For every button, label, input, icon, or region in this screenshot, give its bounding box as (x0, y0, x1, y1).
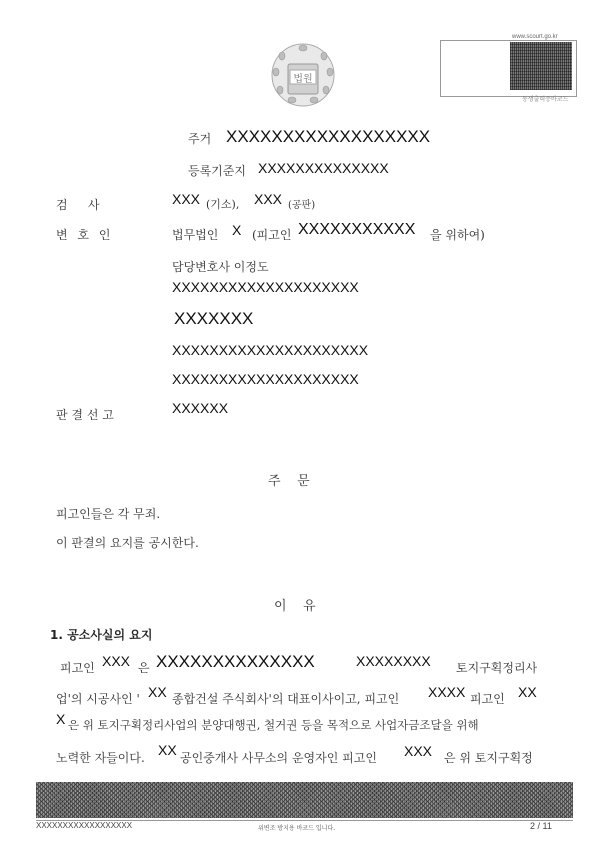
registry-label: 등록기준지 (188, 164, 246, 178)
section-1-title: 1. 공소사실의 요지 (50, 628, 153, 642)
court-url: www.scourt.go.kr (512, 34, 558, 40)
counsel-line-4: XXXXXXXXXXXXXXXXXXXX (172, 371, 359, 387)
counsel-lawyer: 담당변호사 이정도 (172, 260, 269, 274)
court-emblem-label: 법원 (293, 74, 313, 85)
page-number: 2 / 11 (530, 821, 552, 831)
anti-forgery-barcode (36, 782, 573, 818)
p3-b: 은 위 토지구획정리사업의 분양대행권, 철거권 등을 목적으로 사업자금조달을 위해 (68, 718, 479, 732)
barcode-caption: 동생출력증바코드 (522, 96, 569, 103)
counsel-client: XXXXXXXXXXX (298, 221, 416, 238)
p2-f: XX (518, 684, 537, 700)
p2-c: 종합건설 주식회사'의 대표이사이고, 피고인 (172, 692, 400, 706)
p4-e: 은 위 토지구획정 (444, 751, 533, 765)
address-label: 주거 (188, 132, 212, 146)
prosecutor-name-1: XXX (172, 191, 201, 207)
p4-c: 공인중개사 사무소의 운영자인 피고인 (180, 751, 377, 765)
counsel-line-2: XXXXXXX (174, 309, 254, 328)
p1-c: 은 (138, 661, 150, 675)
p4-d: XXX (404, 743, 433, 759)
prosecutor-role-2: (공판) (288, 200, 316, 211)
prosecutor-role-1: (기소), (206, 198, 240, 211)
counsel-line-1: XXXXXXXXXXXXXXXXXXXX (172, 279, 359, 295)
p2-a: 업'의 시공사인 ' (56, 692, 140, 706)
footer-center: 위변조 방지용 바코드 입니다. (258, 825, 336, 832)
p3-a: X (56, 711, 66, 727)
p2-b: XX (148, 684, 167, 700)
address-value: XXXXXXXXXXXXXXXXXX (226, 127, 431, 146)
counsel-firm-name: X (232, 222, 242, 238)
registry-value: XXXXXXXXXXXXXX (258, 160, 389, 176)
barcode-image (510, 42, 572, 90)
judgment-line-2: 이 판결의 요지를 공시한다. (56, 536, 199, 550)
prosecutor-name-2: XXX (254, 191, 283, 207)
prosecutor-label: 검 사 (56, 198, 101, 212)
counsel-for-prefix: (피고인 (252, 228, 292, 242)
p1-e: XXXXXXXX (356, 653, 431, 669)
footer-left: XXXXXXXXXXXXXXXXXX (36, 821, 133, 830)
p1-a: 피고인 (60, 661, 95, 675)
p4-a: 노력한 자들이다. (56, 751, 145, 765)
p2-d: XXXX (428, 684, 466, 700)
p4-b: XX (158, 742, 177, 758)
p1-b: XXX (102, 653, 131, 669)
verdict-date-label: 판 결 선 고 (56, 408, 114, 422)
judgment-heading: 주 문 (268, 474, 310, 489)
counsel-line-3: XXXXXXXXXXXXXXXXXXXXX (172, 342, 369, 358)
judgment-line-1: 피고인들은 각 무죄. (56, 507, 161, 521)
p2-e: 피고인 (470, 692, 505, 706)
court-emblem (270, 42, 336, 108)
p1-d: XXXXXXXXXXXXXX (156, 652, 315, 671)
counsel-firm-prefix: 법무법인 (172, 228, 219, 242)
counsel-for-suffix: 을 위하여) (430, 228, 485, 242)
reasons-heading: 이 유 (274, 599, 316, 614)
p1-f: 토지구획정리사 (456, 661, 538, 675)
verdict-date-value: XXXXXX (172, 400, 229, 416)
counsel-label: 변 호 인 (56, 228, 114, 242)
